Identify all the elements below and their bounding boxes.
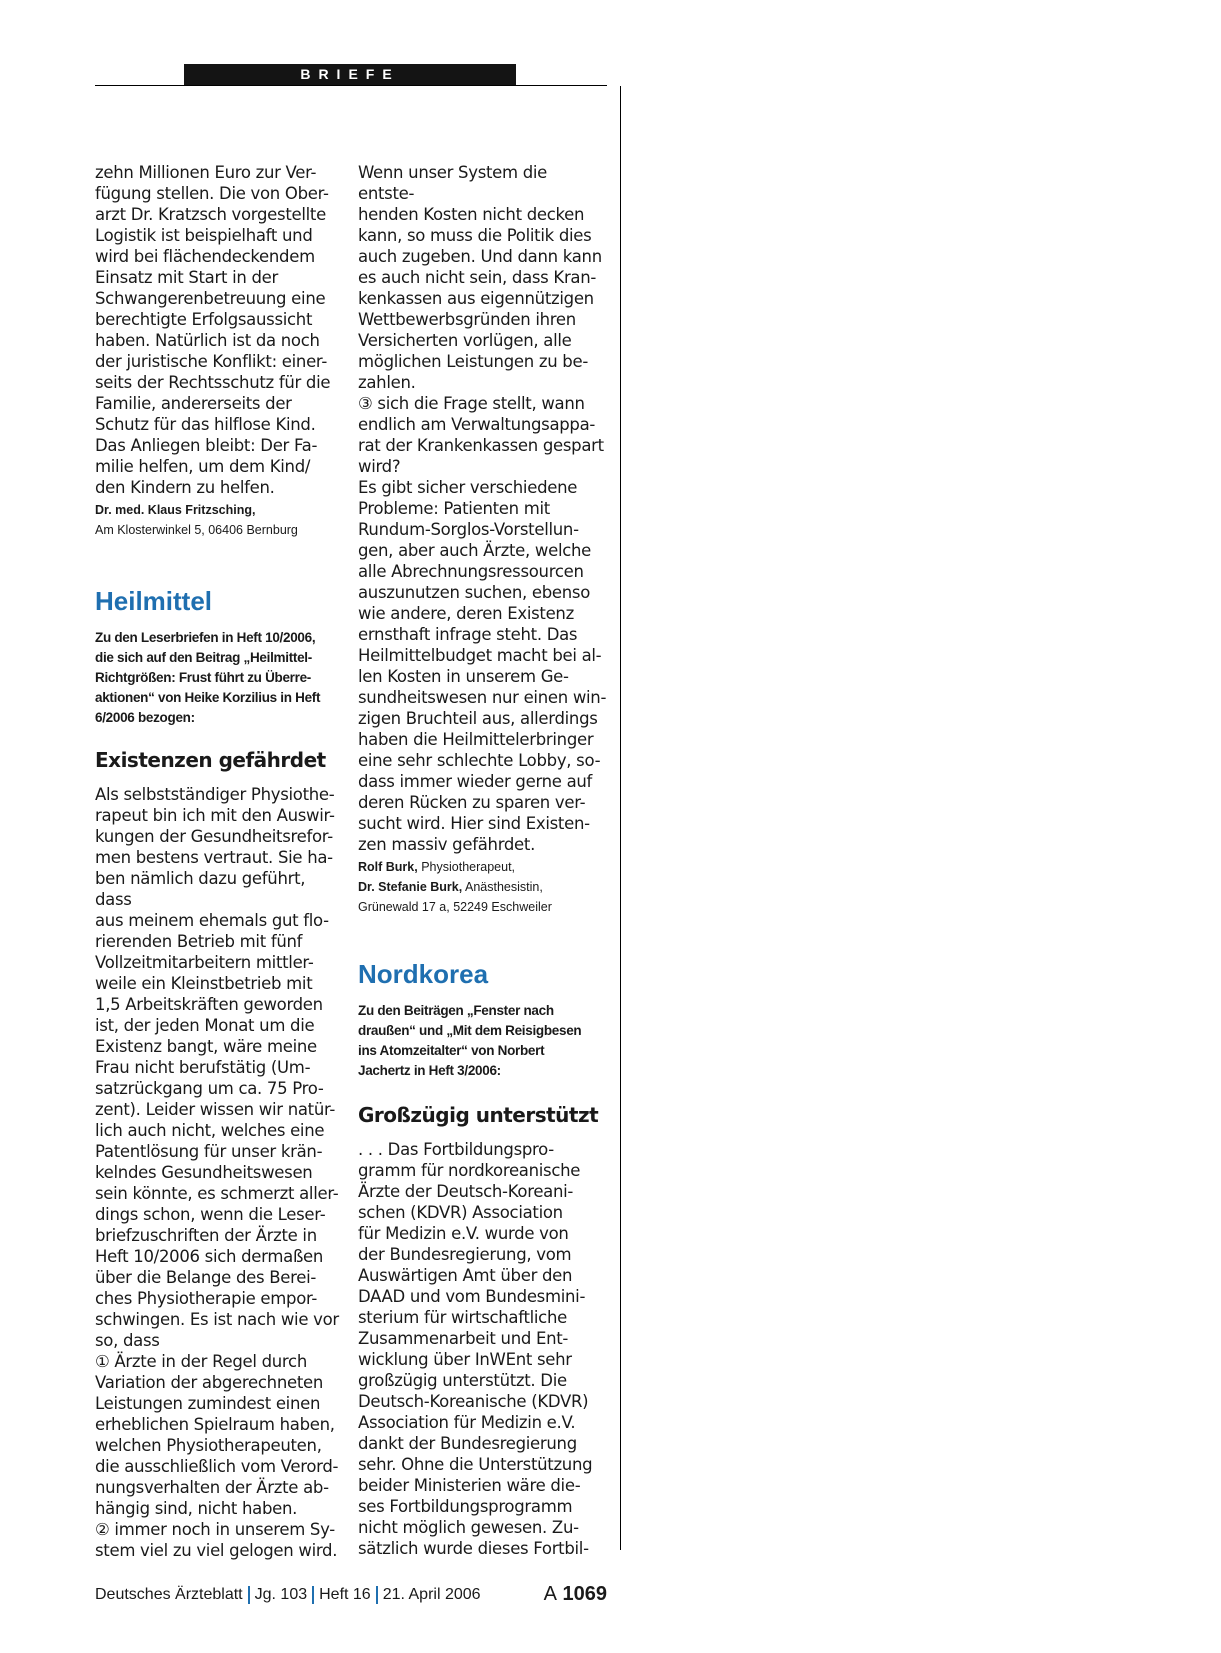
section-intro: Zu den Leserbriefen in Heft 10/2006, die sich auf den Beitrag „Heilmittel- Richtgrößen: Frust führt zu Überre- aktionen“ von Heike Korzilius in Heft 6/2006 bezogen:	[95, 630, 321, 725]
letter-body-continued: Wenn unser System die entste- henden Kosten nicht decken kann, so muss die Politik dies auch zugeben. Und dann kann es auch nicht sein, dass Kran- kenkassen aus eigennützigen Wettbewerbsgründen ihren Versicherten vorlügen, alle möglichen Leistungen zu be- zahlen. ③ sich die Frage stellt, wann endlich am Verwaltungsappa- rat der Krankenkassen gespart wird? Es gibt sicher verschiedene Probleme: Patienten mit Rundum-Sorglos-Vorstellun- gen, aber auch Ärzte, welche alle Abrechnungsressourcen auszunutzen suchen, ebenso wie andere, deren Existenz ernsthaft infrage steht. Das Heilmittelbudget macht bei al- len Kosten in unserem Ge- sundheitswesen nur einen win- zigen Bruchteil aus, allerdings haben die Heilmittelerbringer eine sehr schlechte Lobby, so- dass immer wieder gerne auf deren Rücken zu sparen ver- sucht wird. Hier sind Existen- zen massiv gefährdet.	[358, 163, 607, 854]
page-footer	[95, 1583, 607, 1610]
signature-line-1: Rolf Burk, Physiotherapeut,	[358, 860, 516, 874]
section-header: BRIEFE	[184, 64, 516, 85]
header-rule	[95, 85, 607, 86]
journal-volume: Jg. 103	[254, 1586, 308, 1603]
column-left	[95, 162, 345, 1561]
signature-line-2: Dr. Stefanie Burk, Anästhesistin,	[358, 880, 543, 894]
column-right	[358, 162, 608, 1559]
section-title-heilmittel: Heilmittel	[95, 586, 213, 616]
section-intro: Zu den Beiträgen „Fenster nach draußen“ und „Mit dem Reisigbesen ins Atomzeitalter“ von Norbert Jachertz in Heft 3/2006:	[358, 1003, 582, 1078]
letter-continuation: zehn Millionen Euro zur Ver- fügung stellen. Die von Ober- arzt Dr. Kratzsch vorgestellte Logistik ist beispielhaft und wird bei flächendeckendem Einsatz mit Start in der Schwangerenbetreuung eine berechtigte Erfolgsaussicht haben. Natürlich ist da noch der juristische Konflikt: einer- seits der Rechtsschutz für die Familie, andererseits der Schutz für das hilflose Kind. Das Anliegen bleibt: Der Fa- milie helfen, um dem Kind/ den Kindern zu helfen.	[95, 163, 331, 497]
footer-separator	[248, 1586, 250, 1604]
section-title-nordkorea: Nordkorea	[358, 959, 489, 989]
letter-headline: Existenzen gefährdet	[95, 748, 326, 772]
journal-issue: Heft 16	[319, 1586, 371, 1603]
journal-name: Deutsches Ärzteblatt	[95, 1586, 243, 1603]
footer-separator	[376, 1586, 378, 1604]
letter-headline: Großzügig unterstützt	[358, 1103, 599, 1127]
signature-address: Grünewald 17 a, 52249 Eschweiler	[358, 900, 552, 914]
page-number: A 1069	[543, 1583, 607, 1606]
letter-body: . . . Das Fortbildungspro- gramm für nordkoreanische Ärzte der Deutsch-Koreani- schen (KDVR) Association für Medizin e.V. wurde von der Bundesregierung, vom Auswärtigen Amt über den DAAD und vom Bundesmini- sterium für wirtschaftliche Zusammenarbeit und Ent- wicklung über InWEnt sehr großzügig unterstützt. Die Deutsch-Koreanische (KDVR) Association für Medizin e.V. dankt der Bundesregierung sehr. Ohne die Unterstützung beider Ministerien wäre die- ses Fortbildungsprogramm nicht möglich gewesen. Zu- sätzlich wurde dieses Fortbil-	[358, 1140, 593, 1558]
journal-date: 21. April 2006	[382, 1586, 481, 1603]
footer-separator	[312, 1586, 314, 1604]
signature-name: Dr. med. Klaus Fritzsching,	[95, 503, 256, 517]
signature-address: Am Klosterwinkel 5, 06406 Bernburg	[95, 523, 298, 537]
letter-body: Als selbstständiger Physiothe- rapeut bin ich mit den Auswir- kungen der Gesundheitsrefor- men bestens vertraut. Sie ha- ben nämlich dazu geführt, dass aus meinem ehemals gut flo- rierenden Betrieb mit fünf Vollzeitmitarbeitern mittler- weile ein Kleinstbetrieb mit 1,5 Arbeitskräften geworden ist, der jeden Monat um die Existenz bangt, wäre meine Frau nicht berufstätig (Um- satzrückgang um ca. 75 Pro- zent). Leider wissen wir natür- lich auch nicht, welches eine Patentlösung für unser krän- kelndes Gesundheitswesen sein könnte, es schmerzt aller- dings schon, wenn die Leser- briefzuschriften der Ärzte in Heft 10/2006 sich dermaßen über die Belange des Berei- ches Physiotherapie empor- schwingen. Es ist nach wie vor so, dass ① Ärzte in der Regel durch Variation der abgerechneten Leistungen zumindest einen erheblichen Spielraum haben, welchen Physiotherapeuten, die ausschließlich vom Verord- nungsverhalten der Ärzte ab- hängig sind, nicht haben. ② immer noch in unserem Sy- stem viel zu viel gelogen wird.	[95, 785, 339, 1560]
column-rule	[620, 86, 621, 1550]
